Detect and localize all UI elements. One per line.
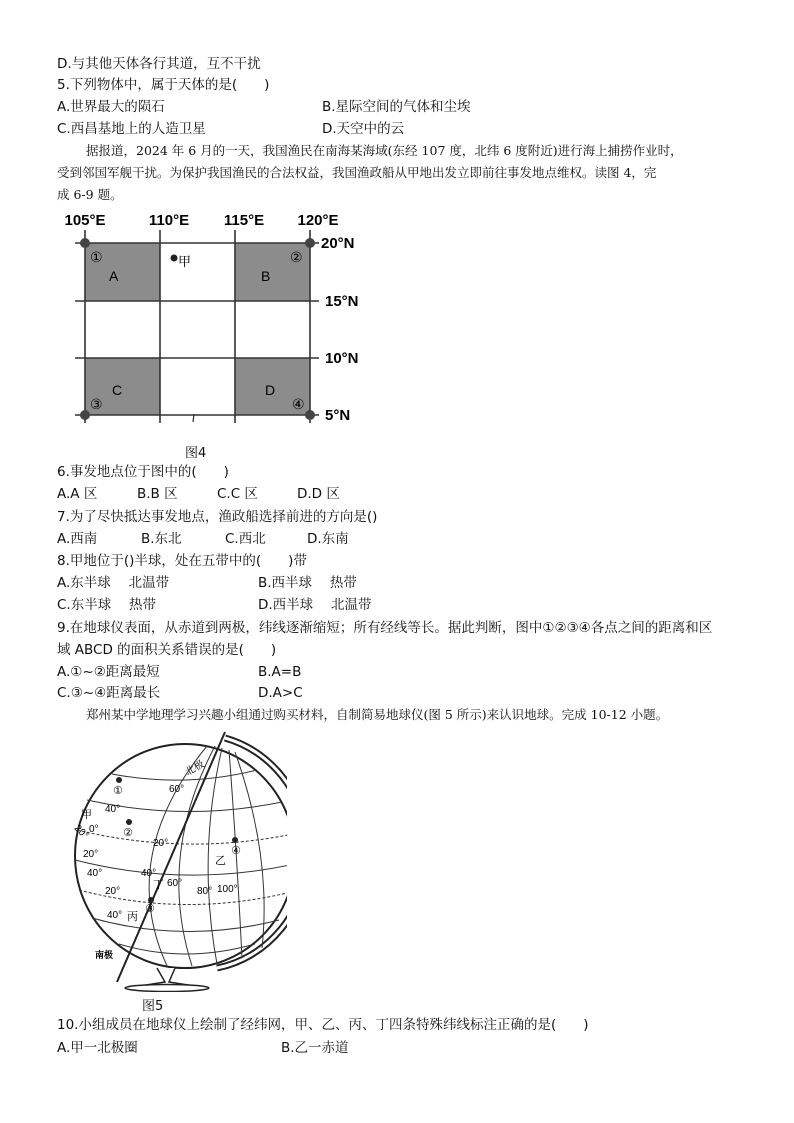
q9-line1: 9.在地球仪表面，从赤道到两极，纬线逐渐缩短；所有经线等长。据此判断，图中①②③④各点之间的距离和区 [57, 620, 713, 636]
q9-line2: 域 ABCD 的面积关系错误的是( ) [57, 642, 277, 658]
lon-mark-60: 60° [167, 878, 183, 889]
line-name-jia: 甲 [81, 809, 92, 821]
passage2-text: 郑州某中学地理学习兴趣小组通过购买材料，自制简易地球仪(图 5 所示)来认识地球。完成 10-12 小题。 [86, 707, 669, 722]
q5-option-b: B.星际空间的气体和尘埃 [322, 99, 471, 115]
figure5-caption: 图5 [142, 999, 164, 1014]
figure4-caption: 图4 [185, 446, 207, 461]
figure4-map-grid [57, 208, 377, 438]
globe-point-2: ② [123, 827, 133, 839]
place-jia-dot [171, 255, 178, 262]
q9-option-d: D.A>C [258, 685, 303, 701]
q6-option-a: A.A 区 [57, 486, 98, 502]
lat-label-20: 20°N [321, 235, 355, 252]
q7-option-c: C.西北 [225, 531, 266, 547]
point-3-label: ③ [90, 396, 103, 412]
lon-mark-40: 40° [141, 868, 157, 879]
q8-option-b: B.西半球 热带 [258, 575, 357, 591]
passage1-line3: 成 6-9 题。 [57, 187, 123, 202]
q6-stem: 6.事发地点位于图中的( ) [57, 464, 229, 480]
q7-option-d: D.东南 [307, 531, 349, 547]
line-name-ding: 丁 [153, 879, 164, 891]
line-name-bing: 丙 [127, 911, 138, 923]
q10-option-b: B.乙一赤道 [281, 1040, 349, 1056]
lat-label-10: 10°N [325, 350, 359, 367]
lon-label-120: 120°E [297, 212, 339, 229]
point-4-label: ④ [292, 396, 305, 412]
lat-mark-40a: 40° [105, 804, 121, 815]
passage1-line2: 受到邻国军舰干扰。为保护我国渔民的合法权益，我国渔政船从甲地出发立即前往事发地点维权。读图 4，完 [57, 165, 657, 180]
lat-label-15: 15°N [325, 293, 359, 310]
lat-mark-20c: 20° [105, 886, 121, 897]
line-name-yi: 乙 [215, 855, 226, 867]
lat-mark-20a: 20° [71, 822, 91, 842]
region-b-label: B [261, 268, 271, 284]
lon-label-105: 105°E [64, 212, 106, 229]
q6-option-d: D.D 区 [297, 486, 340, 502]
figure5-globe [57, 730, 287, 992]
lon-mark-80: 80° [197, 886, 213, 897]
q9-option-c: C.③~④距离最长 [57, 685, 161, 701]
q8-option-d: D.西半球 北温带 [258, 597, 372, 613]
point-2-label: ② [290, 249, 303, 265]
globe-point-1: ① [113, 785, 123, 797]
place-jia-label: 甲 [178, 254, 192, 269]
q8-stem: 8.甲地位于()半球，处在五带中的( )带 [57, 553, 307, 569]
globe-point-3: ③ [145, 903, 155, 915]
q5-stem: 5.下列物体中，属于天体的是( ) [57, 77, 270, 93]
q6-option-b: B.B 区 [137, 486, 178, 502]
q4-option-d: D.与其他天体各行其道，互不干扰 [57, 56, 261, 72]
passage1-line1: 据报道，2024 年 6 月的一天，我国渔民在南海某海域(东经 107 度，北纬 6 度附近)进行海上捕捞作业时， [86, 143, 683, 158]
lon-mark-100: 100° [217, 884, 238, 895]
q9-option-b: B.A=B [258, 664, 302, 680]
q10-stem: 10.小组成员在地球仪上绘制了经纬网，甲、乙、丙、丁四条特殊纬线标注正确的是( ) [57, 1017, 589, 1033]
q5-option-c: C.西昌基地上的人造卫星 [57, 121, 206, 137]
lat-mark-40b: 40° [87, 868, 103, 879]
q8-option-a: A.东半球 北温带 [57, 575, 170, 591]
region-c-label: C [112, 382, 123, 398]
q7-option-a: A.西南 [57, 531, 98, 547]
lon-mark-20: 20° [153, 838, 169, 849]
q8-option-c: C.东半球 热带 [57, 597, 157, 613]
q6-option-c: C.C 区 [217, 486, 258, 502]
point-1-label: ① [90, 249, 103, 265]
north-pole-label: 北极 [183, 758, 207, 779]
lat-label-5: 5°N [325, 407, 351, 424]
lat-mark-20b: 20° [83, 849, 99, 860]
q7-option-b: B.东北 [141, 531, 182, 547]
lat-mark-40c: 40° [107, 910, 123, 921]
lon-label-110: 110°E [148, 212, 190, 229]
region-a-label: A [109, 268, 119, 284]
q7-stem: 7.为了尽快抵达事发地点，渔政船选择前进的方向是() [57, 509, 378, 525]
globe-point-4: ④ [231, 845, 241, 857]
region-d-label: D [265, 382, 276, 398]
lat-mark-60: 60° [169, 784, 185, 795]
q10-option-a: A.甲一北极圈 [57, 1040, 138, 1056]
q9-option-a: A.①~②距离最短 [57, 664, 160, 680]
q5-option-d: D.天空中的云 [322, 121, 405, 137]
lon-label-115: 115°E [223, 212, 265, 229]
q5-option-a: A.世界最大的陨石 [57, 99, 165, 115]
south-pole-label: 南极 [95, 950, 114, 960]
lat-mark-0: 0° [89, 824, 99, 835]
